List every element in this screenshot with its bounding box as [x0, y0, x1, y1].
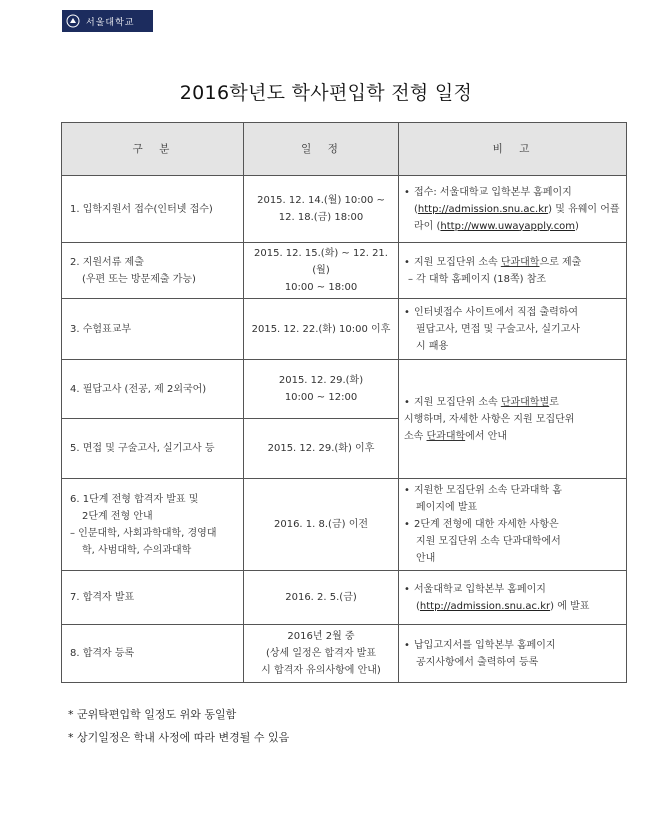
page-title: 2016학년도 학사편입학 전형 일정 — [179, 82, 473, 104]
row-note: • 납입고지서를 입학본부 홈페이지 공지사항에서 출력하여 등록 — [399, 625, 627, 683]
row-date: 2015. 12. 29.(화) 이후 — [244, 419, 399, 479]
row-item: 2. 지원서류 제출 (우편 또는 방문제출 가능) — [62, 243, 244, 299]
row-date: 2015. 12. 15.(화) ~ 12. 21.(월) 10:00 ~ 18:00 — [244, 243, 399, 299]
row-date: 2016. 1. 8.(금) 이전 — [244, 479, 399, 571]
row-item: 5. 면접 및 구술고사, 실기고사 등 — [62, 419, 244, 479]
row-item: 4. 필답고사 (전공, 제 2외국어) — [62, 360, 244, 419]
row-note: • 접수: 서울대학교 입학본부 홈페이지 (http://admission.snu.ac.kr) 및 유웨이 어플라이 (http://www.uwayapply.com) — [399, 176, 627, 243]
table-row — [62, 360, 627, 419]
university-emblem-icon — [66, 14, 80, 28]
row-date: 2016년 2월 중 (상세 일정은 합격자 발표 시 합격자 유의사항에 안내) — [244, 625, 399, 683]
schedule-table — [61, 122, 627, 683]
row-note: • 지원한 모집단위 소속 단과대학 홈 페이지에 발표 • 2단계 전형에 대한 자세한 사항은 지원 모집단위 소속 단과대학에서 안내 — [399, 479, 627, 571]
row-item: 6. 1단계 전형 합격자 발표 및 2단계 전형 안내 – 인문대학, 사회과학대학, 경영대 학, 사범대학, 수의과대학 — [62, 479, 244, 571]
row-item: 7. 합격자 발표 — [62, 571, 244, 625]
row-item: 1. 입학지원서 접수(인터넷 접수) — [62, 176, 244, 243]
header-remarks: 비 고 — [399, 123, 627, 176]
table-row — [62, 243, 627, 299]
table-row — [62, 176, 627, 243]
row-date: 2015. 12. 14.(월) 10:00 ~ 12. 18.(금) 18:00 — [244, 176, 399, 243]
table-row — [62, 571, 627, 625]
university-logo — [62, 10, 153, 32]
table-header-row — [62, 123, 627, 176]
row-item: 8. 합격자 등록 — [62, 625, 244, 683]
row-date: 2015. 12. 29.(화) 10:00 ~ 12:00 — [244, 360, 399, 419]
footnote: * 상기일정은 학내 사정에 따라 변경될 수 있음 — [68, 731, 290, 744]
header-category: 구 분 — [62, 123, 244, 176]
row-note: • 지원 모집단위 소속 단과대학으로 제출 – 각 대학 홈페이지 (18쪽) 참조 — [399, 243, 627, 299]
footnote: * 군위탁편입학 일정도 위와 동일함 — [68, 708, 237, 721]
table-row — [62, 479, 627, 571]
row-note: • 지원 모집단위 소속 단과대학별로 시행하며, 자세한 사항은 지원 모집단위 소속 단과대학에서 안내 — [399, 360, 627, 479]
logo-text: 서울대학교 — [86, 17, 135, 28]
uwayapply-link[interactable]: http://www.uwayapply.com — [440, 220, 576, 232]
row-date: 2015. 12. 22.(화) 10:00 이후 — [244, 299, 399, 360]
row-note: • 서울대학교 입학본부 홈페이지 (http://admission.snu.ac.kr) 에 발표 — [399, 571, 627, 625]
admission-link[interactable]: http://admission.snu.ac.kr — [417, 203, 549, 215]
row-note: • 인터넷접수 사이트에서 직접 출력하여 필답고사, 면접 및 구술고사, 실기고사 시 패용 — [399, 299, 627, 360]
row-date: 2016. 2. 5.(금) — [244, 571, 399, 625]
admission-link[interactable]: http://admission.snu.ac.kr — [419, 600, 551, 612]
header-schedule: 일 정 — [244, 123, 399, 176]
row-item: 3. 수험표교부 — [62, 299, 244, 360]
table-row — [62, 625, 627, 683]
table-row — [62, 299, 627, 360]
